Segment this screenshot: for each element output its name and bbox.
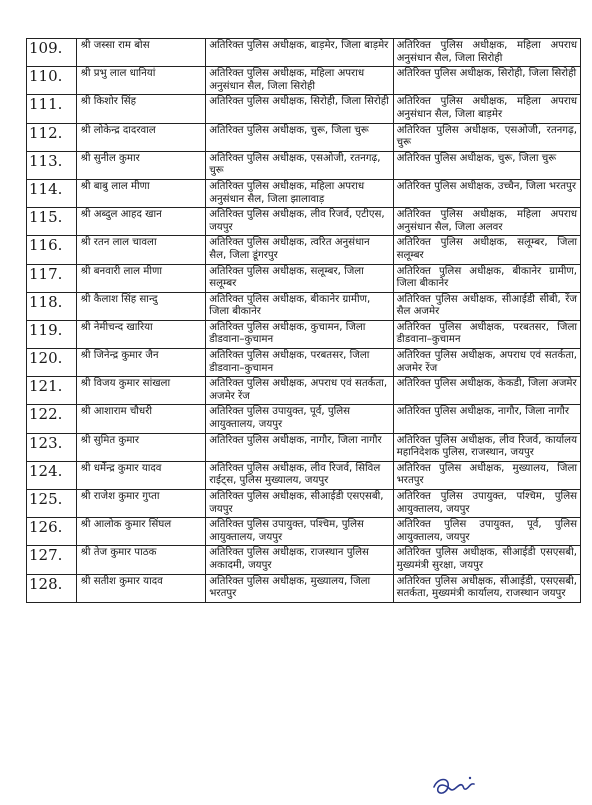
new-posting: अतिरिक्त पुलिस अधीक्षक, अपराध एवं सतर्कता, अजमेर रेंज [393, 349, 580, 377]
officer-name: श्री रतन लाल चावला [76, 236, 206, 264]
officer-name: श्री नेमीचन्द खारिया [76, 320, 206, 348]
serial-number: 122. [27, 405, 77, 433]
officer-name: श्री आशाराम चौधरी [76, 405, 206, 433]
table-row [27, 67, 581, 95]
serial-number: 115. [27, 208, 77, 236]
new-posting: अतिरिक्त पुलिस उपायुक्त, पूर्व, पुलिस आयुक्तालय, जयपुर [393, 518, 580, 546]
serial-number: 120. [27, 349, 77, 377]
table-row [27, 518, 581, 546]
new-posting: अतिरिक्त पुलिस अधीक्षक, महिला अपराध अनुसंधान सैल, जिला बाड़मेर [393, 95, 580, 123]
serial-number: 127. [27, 546, 77, 574]
current-posting: अतिरिक्त पुलिस अधीक्षक, त्वरित अनुसंधान सैल, जिला डूंगरपुर [206, 236, 393, 264]
current-posting: अतिरिक्त पुलिस अधीक्षक, सीआईडी एसएसबी, जयपुर [206, 490, 393, 518]
new-posting: अतिरिक्त पुलिस अधीक्षक, परबतसर, जिला डीडवाना–कुचामन [393, 320, 580, 348]
table-row [27, 546, 581, 574]
serial-number: 114. [27, 179, 77, 207]
current-posting: अतिरिक्त पुलिस अधीक्षक, बीकानेर ग्रामीण, जिला बीकानेर [206, 292, 393, 320]
table-row [27, 236, 581, 264]
officer-name: श्री तेज कुमार पाठक [76, 546, 206, 574]
officer-name: श्री कैलाश सिंह सान्दु [76, 292, 206, 320]
new-posting: अतिरिक्त पुलिस अधीक्षक, महिला अपराध अनुसंधान सैल, जिला अलवर [393, 208, 580, 236]
transfer-table-body [27, 39, 581, 603]
serial-number: 121. [27, 377, 77, 405]
serial-number: 113. [27, 151, 77, 179]
current-posting: अतिरिक्त पुलिस अधीक्षक, महिला अपराध अनुसंधान सैल, जिला झालावाड़ [206, 179, 393, 207]
new-posting: अतिरिक्त पुलिस अधीक्षक, एसओजी, रतनगढ़, चुरू [393, 123, 580, 151]
current-posting: अतिरिक्त पुलिस अधीक्षक, राजस्थान पुलिस अकादमी, जयपुर [206, 546, 393, 574]
serial-number: 117. [27, 264, 77, 292]
new-posting: अतिरिक्त पुलिस अधीक्षक, चुरू, जिला चुरू [393, 151, 580, 179]
table-row [27, 405, 581, 433]
new-posting: अतिरिक्त पुलिस अधीक्षक, उच्चैन, जिला भरतपुर [393, 179, 580, 207]
table-row [27, 151, 581, 179]
current-posting: अतिरिक्त पुलिस उपायुक्त, पश्चिम, पुलिस आयुक्तालय, जयपुर [206, 518, 393, 546]
table-row [27, 264, 581, 292]
officer-name: श्री लोकेन्द्र दादरवाल [76, 123, 206, 151]
officer-name: श्री किशोर सिंह [76, 95, 206, 123]
officer-name: श्री जिनेन्द्र कुमार जैन [76, 349, 206, 377]
table-row [27, 490, 581, 518]
signature-mark [430, 773, 490, 799]
serial-number: 126. [27, 518, 77, 546]
table-row [27, 349, 581, 377]
current-posting: अतिरिक्त पुलिस अधीक्षक, नागौर, जिला नागौर [206, 433, 393, 461]
transfer-table [26, 38, 581, 603]
serial-number: 125. [27, 490, 77, 518]
officer-name: श्री जस्सा राम बोस [76, 39, 206, 67]
current-posting: अतिरिक्त पुलिस अधीक्षक, चुरू, जिला चुरू [206, 123, 393, 151]
current-posting: अतिरिक्त पुलिस अधीक्षक, सिरोही, जिला सिरोही [206, 95, 393, 123]
new-posting: अतिरिक्त पुलिस अधीक्षक, नागौर, जिला नागौर [393, 405, 580, 433]
table-row [27, 179, 581, 207]
new-posting: अतिरिक्त पुलिस अधीक्षक, सीआईडी सीबी, रेंज सैल अजमेर [393, 292, 580, 320]
new-posting: अतिरिक्त पुलिस उपायुक्त, पश्चिम, पुलिस आयुक्तालय, जयपुर [393, 490, 580, 518]
serial-number: 118. [27, 292, 77, 320]
current-posting: अतिरिक्त पुलिस अधीक्षक, मुख्यालय, जिला भरतपुर [206, 574, 393, 602]
officer-name: श्री राजेश कुमार गुप्ता [76, 490, 206, 518]
new-posting: अतिरिक्त पुलिस अधीक्षक, बीकानेर ग्रामीण, जिला बीकानेर [393, 264, 580, 292]
table-row [27, 574, 581, 602]
officer-name: श्री अब्दुल आहद खान [76, 208, 206, 236]
serial-number: 123. [27, 433, 77, 461]
new-posting: अतिरिक्त पुलिस अधीक्षक, केकडी, जिला अजमेर [393, 377, 580, 405]
serial-number: 112. [27, 123, 77, 151]
current-posting: अतिरिक्त पुलिस अधीक्षक, लीव रिजर्व, सिविल राईट्स, पुलिस मुख्यालय, जयपुर [206, 461, 393, 489]
current-posting: अतिरिक्त पुलिस अधीक्षक, सलूम्बर, जिला सलूम्बर [206, 264, 393, 292]
officer-name: श्री सतीश कुमार यादव [76, 574, 206, 602]
current-posting: अतिरिक्त पुलिस अधीक्षक, महिला अपराध अनुसंधान सैल, जिला सिरोही [206, 67, 393, 95]
current-posting: अतिरिक्त पुलिस अधीक्षक, कुचामन, जिला डीडवाना–कुचामन [206, 320, 393, 348]
table-row [27, 320, 581, 348]
new-posting: अतिरिक्त पुलिस अधीक्षक, सिरोही, जिला सिरोही [393, 67, 580, 95]
officer-name: श्री सुनील कुमार [76, 151, 206, 179]
current-posting: अतिरिक्त पुलिस अधीक्षक, लीव रिजर्व, एटीएस, जयपुर [206, 208, 393, 236]
table-row [27, 39, 581, 67]
table-row [27, 292, 581, 320]
table-row [27, 377, 581, 405]
serial-number: 116. [27, 236, 77, 264]
serial-number: 119. [27, 320, 77, 348]
serial-number: 109. [27, 39, 77, 67]
transfer-list-page [26, 38, 581, 603]
serial-number: 110. [27, 67, 77, 95]
table-row [27, 123, 581, 151]
officer-name: श्री बाबु लाल मीणा [76, 179, 206, 207]
table-row [27, 461, 581, 489]
new-posting: अतिरिक्त पुलिस अधीक्षक, मुख्यालय, जिला भरतपुर [393, 461, 580, 489]
officer-name: श्री आलोक कुमार सिंघल [76, 518, 206, 546]
serial-number: 124. [27, 461, 77, 489]
new-posting: अतिरिक्त पुलिस अधीक्षक, सलूम्बर, जिला सलूम्बर [393, 236, 580, 264]
new-posting: अतिरिक्त पुलिस अधीक्षक, सीआईडी, एसएसबी, सतर्कता, मुख्यमंत्री कार्यालय, राजस्थान जयपुर [393, 574, 580, 602]
new-posting: अतिरिक्त पुलिस अधीक्षक, सीआईडी एसएसबी, मुख्यमंत्री सुरक्षा, जयपुर [393, 546, 580, 574]
new-posting: अतिरिक्त पुलिस अधीक्षक, लीव रिजर्व, कार्यालय महानिदेशक पुलिस, राजस्थान, जयपुर [393, 433, 580, 461]
current-posting: अतिरिक्त पुलिस अधीक्षक, एसओजी, रतनगढ़, चुरू [206, 151, 393, 179]
officer-name: श्री धर्मेन्द्र कुमार यादव [76, 461, 206, 489]
serial-number: 111. [27, 95, 77, 123]
current-posting: अतिरिक्त पुलिस अधीक्षक, परबतसर, जिला डीडवाना–कुचामन [206, 349, 393, 377]
officer-name: श्री प्रभु लाल धानियां [76, 67, 206, 95]
current-posting: अतिरिक्त पुलिस अधीक्षक, बाड़मेर, जिला बाड़मेर [206, 39, 393, 67]
officer-name: श्री सुमित कुमार [76, 433, 206, 461]
current-posting: अतिरिक्त पुलिस अधीक्षक, अपराध एवं सतर्कता, अजमेर रेंज [206, 377, 393, 405]
current-posting: अतिरिक्त पुलिस उपायुक्त, पूर्व, पुलिस आयुक्तालय, जयपुर [206, 405, 393, 433]
table-row [27, 95, 581, 123]
officer-name: श्री विजय कुमार सांखला [76, 377, 206, 405]
table-row [27, 433, 581, 461]
new-posting: अतिरिक्त पुलिस अधीक्षक, महिला अपराध अनुसंधान सैल, जिला सिरोही [393, 39, 580, 67]
table-row [27, 208, 581, 236]
officer-name: श्री बनवारी लाल मीणा [76, 264, 206, 292]
serial-number: 128. [27, 574, 77, 602]
